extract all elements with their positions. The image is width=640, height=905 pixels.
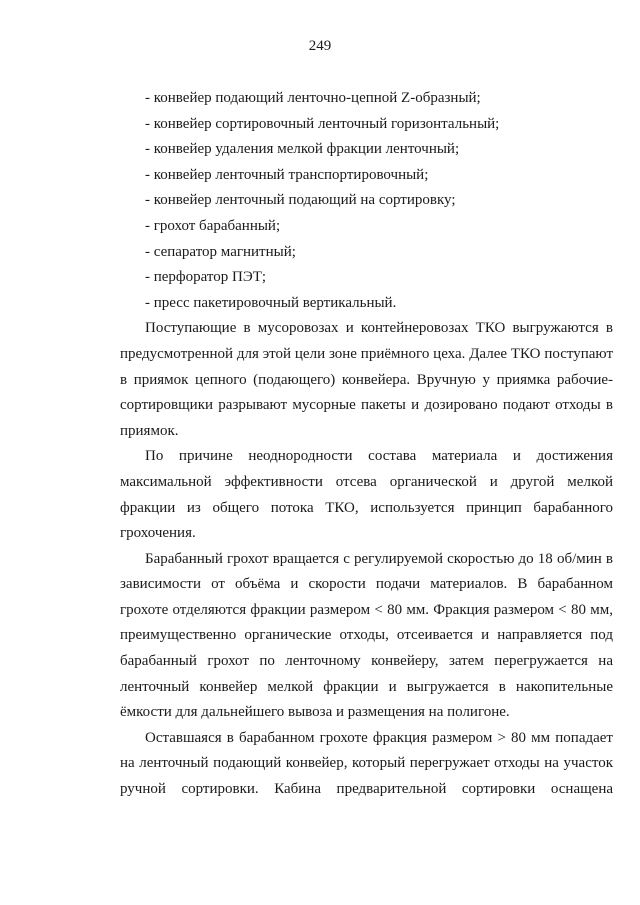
page-number: 249 [308, 38, 332, 54]
list-item: - грохот барабанный; [145, 217, 281, 234]
paragraph-intake: Поступающие в мусоровозах и контейнеровозах ТКО выгружаются в предусмотренной для этой цели зоне приёмного цеха. Далее ТКО поступают в приямок цепного (подающего) конвейера. Вручную у приямка рабочие-сортировщики разрывают мусорные пакеты и дозировано подают отходы в приямок. [120, 320, 613, 439]
list-item: - пресс пакетировочный вертикальный. [145, 294, 397, 311]
list-item: - конвейер подающий ленточно-цепной Z-образный; [145, 90, 481, 106]
paragraph-drum-screen: Барабанный грохот вращается с регулируемой скоростью до 18 об/мин в зависимости от объёма и скорости подачи материалов. В барабанном грохоте отделяются фракции размером < 80 мм. Фракция размером < 80 мм, преимущественно органические отходы, отсеивается и направляется под барабанный грохот по ленточному конвейеру, затем перегружается на ленточный конвейер мелкой фракции и выгружается в накопительные ёмкости для дальнейшего вывоза и размещения на полигоне. [120, 550, 613, 721]
list-item: - конвейер ленточный транспортировочный; [145, 166, 429, 183]
list-item: - конвейер ленточный подающий на сортировку; [145, 192, 456, 209]
list-item: - конвейер сортировочный ленточный горизонтальный; [145, 115, 500, 132]
paragraph-screening-principle: По причине неоднородности состава материала и достижения максимальной эффективности отсева органической и другой мелкой фракции из общего потока ТКО, используется принцип барабанного грохочения. [120, 448, 613, 542]
paragraph-sorting: Оставшаяся в барабанном грохоте фракция размером > 80 мм попадает на ленточный подающий конвейер, который перегружает отходы на участок ручной сортировки. Кабина предварительной сортировки оснащена [120, 729, 613, 798]
equipment-list [120, 86, 613, 316]
list-item: - перфоратор ПЭТ; [145, 269, 267, 286]
list-item: - конвейер удаления мелкой фракции ленточный; [145, 141, 460, 158]
document-body [120, 86, 613, 803]
list-item: - сепаратор магнитный; [145, 243, 296, 260]
